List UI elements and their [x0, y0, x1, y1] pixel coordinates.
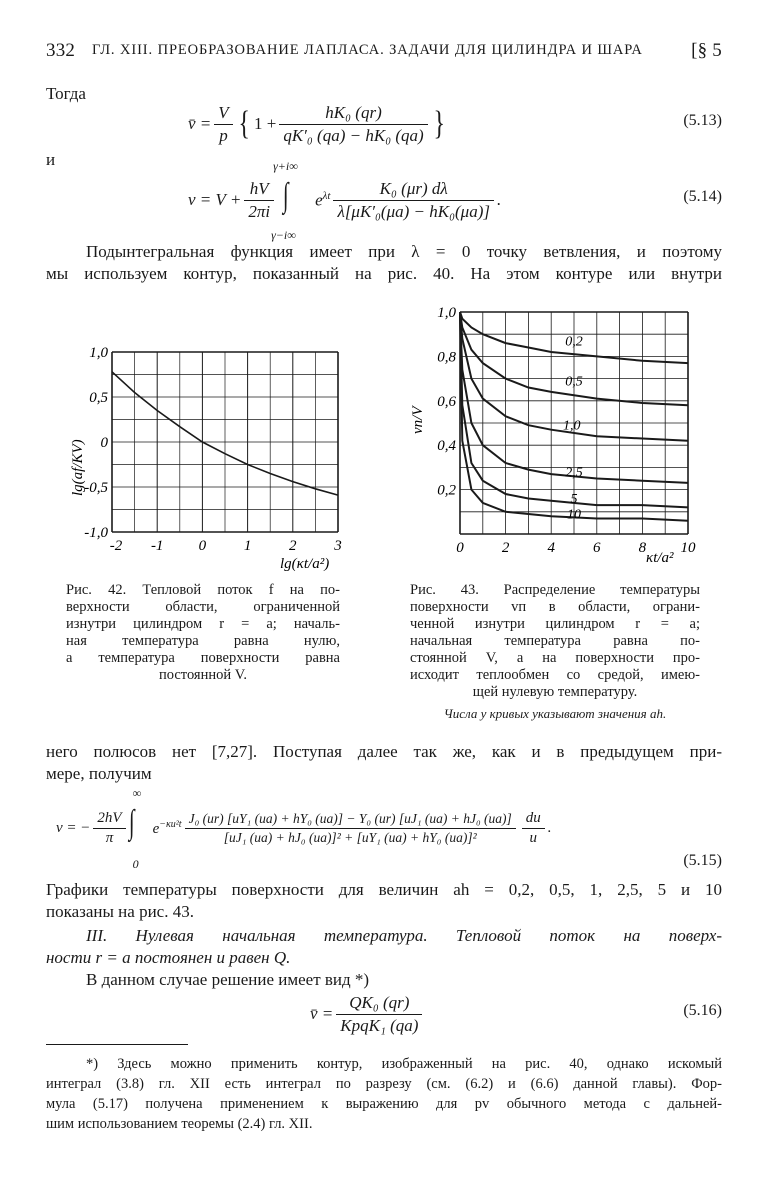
fig42-caption-line: постоянной V. — [159, 667, 247, 683]
equation-5-14 — [188, 159, 502, 242]
eq514-exp: $e^{\lambda t}$ — [315, 189, 331, 210]
fig43-caption-line: стоянной V, а на поверхности про- — [410, 650, 700, 666]
footnote-line: интеграл (3.8) гл. XII есть интеграл по разрезу (см. (6.2) и (6.6) данной главы). Фор- — [46, 1076, 722, 1092]
fig43-x-tick-label: 4 — [547, 540, 555, 556]
eq516-lhs: v̄ = — [310, 1004, 334, 1023]
fig42-x-tick-label: 1 — [243, 538, 252, 554]
fig43-caption-line: Рис. 43. Распределение температуры — [410, 582, 700, 598]
eq516-frac1: $\frac{\text{QK₀ (qr)}}{\text{KpqK₁ (qa)}}$ — [336, 993, 422, 1036]
fig42-y-tick-label: 0,5 — [89, 390, 108, 406]
eq515-frac1: $\frac{2hV}{\pi}$ — [93, 810, 125, 847]
fig43-curve-labels — [563, 334, 583, 522]
fig42-y-tick-label: -0,5 — [84, 480, 108, 496]
eq514-integral: γ+i∞ ∫ γ−i∞ — [271, 159, 298, 242]
fig42-x-tick-label: 3 — [334, 538, 342, 554]
fig43-series-label: 2,5 — [565, 465, 583, 481]
fig43-x-tick-label: 0 — [456, 540, 464, 556]
word-togda: Тогда — [46, 84, 86, 103]
fig43-caption-line: щей нулевую температуру. — [472, 684, 638, 700]
para3-line1: Графики температуры поверхности для величин ah = 0,2, 0,5, 1, 2,5, 5 и 10 — [46, 880, 722, 899]
figure-42-chart — [70, 336, 370, 574]
fig42-caption-line: ная температура равна нулю, — [66, 633, 340, 649]
eq515-frac2: J₀ (ur) [uY₁ (ua) + hY₀ (ua)] − Y₀ (ur) [uJ₁ (ua) + hJ₀ (ua)] [uJ₁ (ua) + hJ₀ (ua)]² + [uY₁ (ua) + hY₀ (ua)]² — [185, 811, 516, 846]
fig43-y-tick-label: 0,8 — [437, 349, 456, 366]
eq514-number: (5.14) — [683, 188, 722, 205]
fig43-note: Числа у кривых указывают значения ah. — [443, 706, 667, 721]
equation-5-15 — [56, 786, 552, 871]
fig42-ylabel: lg(af/KV) — [70, 439, 86, 496]
eq514-tail: . — [496, 190, 502, 209]
chapter-title: ГЛ. XIII. ПРЕОБРАЗОВАНИЕ ЛАПЛАСА. ЗАДАЧИ ДЛЯ ЦИЛИНДРА И ШАРА — [92, 42, 643, 58]
eq513-lhs: v̄ = — [188, 114, 212, 133]
fig43-series-label: 0,2 — [565, 334, 583, 350]
eq513-brace-close: } — [433, 105, 445, 142]
fig43-x-tick-label: 2 — [501, 540, 510, 556]
fig43-caption-line: исходит теплообмен со средой, имею- — [410, 667, 700, 683]
eq514-lhs: v = V + — [188, 190, 242, 209]
fig42-tick-labels — [84, 345, 342, 554]
eq515-tail: . — [547, 819, 552, 836]
eq513-frac1: $\frac{V}{p}$ — [214, 103, 232, 146]
fig43-series-label: 10 — [567, 507, 581, 523]
fig43-x-tick-label: 6 — [593, 540, 601, 556]
fig43-caption-line: начальная температура равна по- — [410, 633, 700, 649]
section-iii-line1: III. Нулевая начальная температура. Тепловой поток на поверх- — [86, 926, 722, 945]
fig43-y-tick-label: 0,2 — [437, 482, 456, 499]
eq515-integral: ∞ ∫ 0 — [128, 786, 142, 871]
eq513-brace-open: { — [238, 105, 250, 142]
fig42-xlabel: lg(κt/a²) — [280, 556, 330, 572]
fig42-x-tick-label: 2 — [289, 538, 297, 554]
word-and: и — [46, 150, 56, 169]
eq515-exp: $e^{-\kappa u^2t}$ — [152, 818, 182, 837]
section-mark: [§ 5 — [691, 40, 722, 61]
fig43-x-tick-label: 10 — [680, 540, 696, 556]
footnote-line: шим использованием теоремы (2.4) гл. XII. — [46, 1116, 313, 1132]
eq515-frac3: $\frac{du}{u}$ — [522, 810, 545, 847]
section-iii-line2: ности r = a постоянен и равен Q. — [46, 948, 291, 967]
fig42-caption-line: а температура поверхности равна — [66, 650, 340, 666]
para1-line2: мы используем контур, показанный на рис. 40. На этом контуре или внутри — [46, 264, 722, 283]
para4: В данном случае решение имеет вид *) — [86, 970, 370, 989]
footnote-line: *) Здесь можно применить контур, изображенный на рис. 40, однако искомый — [86, 1056, 722, 1072]
figure-42-caption — [66, 582, 340, 684]
fig43-y-tick-label: 0,4 — [437, 438, 456, 455]
equation-5-16 — [310, 986, 425, 1042]
eq513-frac2: $\frac{\text{hK₀ (qr)}}{\text{qK′₀ (qa) − hK₀ (qa)}}$ — [279, 103, 427, 146]
para3-line2: показаны на рис. 43. — [46, 902, 194, 921]
eq516-number: (5.16) — [683, 1002, 722, 1019]
fig43-series-label: 5 — [570, 491, 578, 507]
fig42-x-tick-label: -2 — [109, 538, 123, 554]
equation-5-13 — [188, 94, 447, 154]
fig42-grid — [112, 352, 338, 532]
footnote — [46, 1054, 722, 1134]
fig43-caption-line: ченной изнутри цилиндром r = a; — [410, 616, 700, 632]
para2-line2: мере, получим — [46, 764, 152, 783]
eq515-lhs: v = − — [56, 819, 91, 836]
fig43-y-tick-label: 0,6 — [437, 393, 456, 410]
fig42-x-tick-label: -1 — [150, 538, 164, 554]
eq514-frac2: $\frac{\text{K₀ (μr) dλ}}{\text{λ[μK′₀(μa) − hK₀(μa)]}}$ — [333, 179, 494, 222]
fig43-series-label: 0,5 — [565, 374, 583, 390]
para2-line1: него полюсов нет [7,27]. Поступая далее так же, как и в предыдущем при- — [46, 742, 722, 761]
eq515-number: (5.15) — [683, 852, 722, 869]
eq513-number: (5.13) — [683, 112, 722, 129]
figure-43-chart — [402, 298, 702, 574]
fig42-y-tick-label: 0 — [100, 435, 108, 451]
fig43-ylabel: vп/V — [410, 406, 426, 434]
eq513-one-plus: 1 + — [254, 114, 277, 133]
fig42-y-tick-label: 1,0 — [89, 345, 108, 361]
fig42-x-tick-label: 0 — [198, 538, 207, 554]
fig43-x-tick-label: 8 — [638, 540, 647, 556]
fig43-y-tick-label: 1,0 — [437, 305, 456, 321]
eq514-frac1: $\frac{hV}{2\pi i}$ — [244, 179, 274, 222]
page-number: 332 — [46, 40, 76, 61]
fig42-caption-line: изнутри цилиндром r = a; началь- — [66, 616, 340, 632]
fig43-xlabel: κt/a² — [646, 550, 674, 566]
fig42-y-tick-label: -1,0 — [84, 525, 108, 541]
para1-line1: Подынтегральная функция имеет при λ = 0 точку ветвления, и поэтому — [86, 242, 722, 261]
figure-43-caption — [410, 582, 700, 701]
fig43-series-label: 1,0 — [562, 418, 581, 434]
footnote-line: мула (5.17) получена применением к выражению для pv обычного метода с дальней- — [46, 1096, 722, 1112]
fig42-caption-line: Рис. 42. Тепловой поток f на по- — [66, 582, 340, 598]
fig43-caption-line: поверхности vп в области, ограни- — [410, 599, 700, 615]
fig42-caption-line: верхности области, ограниченной — [66, 599, 340, 615]
footnote-rule — [46, 1044, 188, 1045]
